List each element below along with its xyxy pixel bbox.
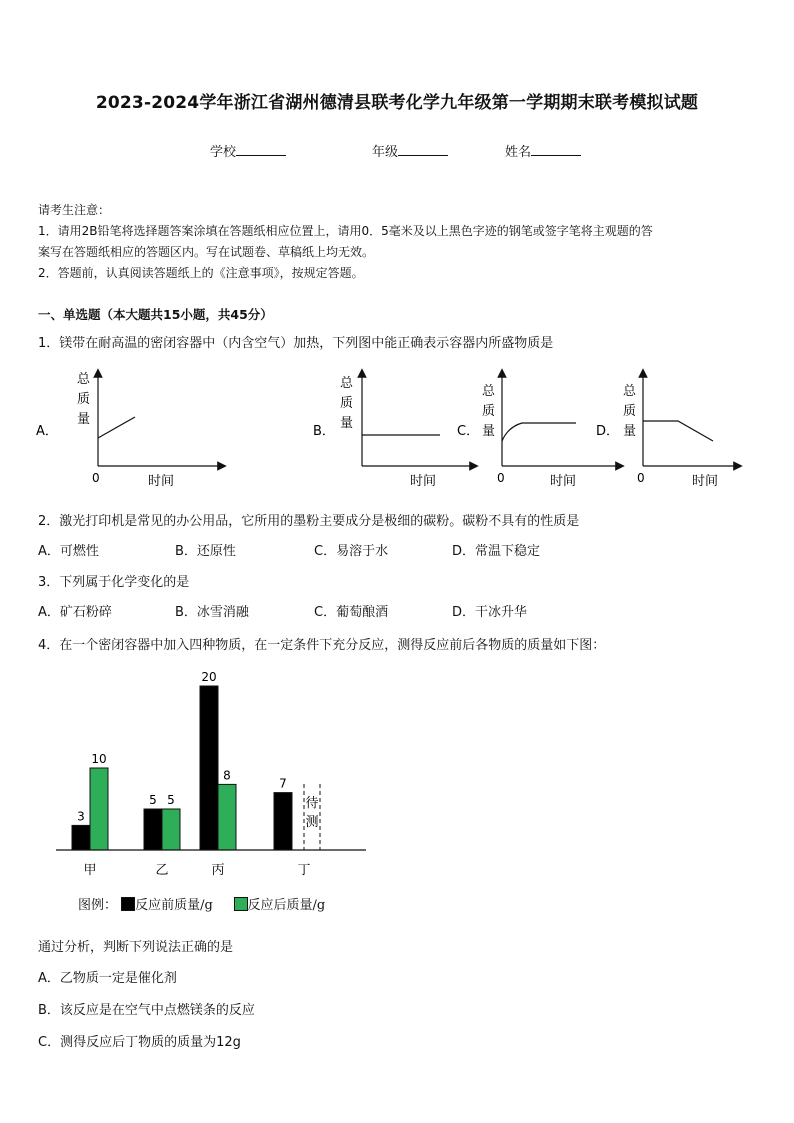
notice-item-1a: 1．请用2B铅笔将选择题答案涂填在答题纸相应位置上，请用0．5毫米及以上黑色字迹的钢笔或签字笔将主观题的答 [38,224,653,238]
grade-blank[interactable] [398,143,448,156]
q3-option-a[interactable]: A．矿石粉碎 [38,605,112,620]
q1-graph-d-letter: D． [596,424,620,439]
legend-prefix: 图例： [78,898,118,913]
q1-graph-a-curve [98,417,135,438]
q4-followup: 通过分析，判断下列说法正确的是 [38,940,234,955]
bar-label-after-1: 5 [167,793,175,807]
q1-graph-b-ylabel-0: 总 [340,376,354,391]
grade-field[interactable] [372,141,448,160]
q1-graph-c-ylabel-2: 量 [482,424,496,439]
bar-label-after-2: 8 [223,768,231,783]
q3-stem: 3．下列属于化学变化的是 [38,575,190,590]
q3-option-c[interactable]: C．葡萄酿酒 [314,605,389,620]
q1-graph-a [36,372,222,489]
bar-before-2 [200,686,218,850]
category-label-2: 丙 [211,863,225,878]
category-label-0: 甲 [83,863,97,878]
q1-graph-d-ylabel-1: 质 [623,404,637,419]
unknown-placeholder [304,784,320,850]
q2-stem: 2．激光打印机是常见的办公用品，它所用的墨粉主要成分是极细的碳粉。碳粉不具有的性质是 [38,514,580,529]
bar-after-2 [218,784,236,850]
q2-option-a[interactable]: A．可燃性 [38,544,99,559]
bar-label-before-1: 5 [149,793,157,807]
q4-stem: 4．在一个密闭容器中加入四种物质，在一定条件下充分反应，测得反应前后各物质的质量如下图： [38,638,606,653]
q2-option-b[interactable]: B．还原性 [175,544,236,559]
school-blank[interactable] [236,143,286,156]
q1-graphs [30,365,770,493]
q2-option-d[interactable]: D．常温下稳定 [452,544,541,559]
q1-graph-d-origin: 0 [637,471,645,485]
unknown-label-1: 测 [305,815,319,830]
q3-option-b[interactable]: B．冰雪消融 [175,605,249,620]
q1-graph-b-ylabel-2: 量 [340,416,354,431]
legend-label-after: 反应后质量/g [247,898,326,913]
q1-graph-c-curve [502,423,576,441]
legend-swatch-after [234,897,248,911]
q1-graph-a-ylabel-0: 总 [77,372,91,387]
q1-graph-d-ylabel-0: 总 [623,384,637,399]
q1-graph-a-ylabel-2: 量 [77,412,91,427]
q1-stem: 1．镁带在耐高温的密闭容器中（内含空气）加热，下列图中能正确表示容器内所盛物质是 [38,336,554,351]
q1-graph-c-letter: C． [457,424,480,439]
school-label: 学校 [210,145,237,160]
q1-graph-d-curve [643,421,713,441]
bars-layer [72,670,292,850]
category-label-1: 乙 [155,863,169,878]
q1-graph-a-ylabel-1: 质 [77,392,91,407]
legend-label-before: 反应前质量/g [135,898,213,913]
q4-bar-chart [50,664,380,884]
q1-graph-d-xlabel: 时间 [692,474,719,489]
q1-graph-c-ylabel-0: 总 [482,384,496,399]
grade-label: 年级 [372,145,399,160]
notice-item-1b: 案写在答题纸相应的答题区内。写在试题卷、草稿纸上均无效。 [38,245,375,259]
unknown-label-0: 待 [305,796,319,811]
q1-graph-b-ylabel-1: 质 [340,396,354,411]
name-field[interactable] [505,141,581,160]
bar-before-0 [72,825,90,850]
q1-graph-b-letter: B． [313,424,335,439]
q4-option-b[interactable]: B．该反应是在空气中点燃镁条的反应 [38,1003,255,1018]
q1-graph-d-ylabel-2: 量 [623,424,637,439]
q1-graph-b-xlabel: 时间 [410,474,437,489]
q1-graph-b [313,373,474,489]
notice-item-2: 2．答题前，认真阅读答题纸上的《注意事项》，按规定答题。 [38,266,364,280]
bar-label-before-2: 20 [201,670,217,684]
category-label-3: 丁 [297,863,311,878]
notice-heading: 请考生注意： [38,203,111,217]
bar-before-3 [274,793,292,850]
name-blank[interactable] [531,143,581,156]
bar-after-1 [162,809,180,850]
q4-option-a[interactable]: A．乙物质一定是催化剂 [38,971,177,986]
bar-label-before-3: 7 [279,776,287,791]
q1-graph-a-xlabel: 时间 [148,474,175,489]
bar-after-0 [90,768,108,850]
bar-label-before-0: 3 [77,809,85,824]
school-field[interactable] [210,141,286,160]
chart-legend [78,894,325,913]
bar-label-after-0: 10 [91,752,107,766]
q1-graph-a-letter: A． [36,424,58,439]
q1-graph-c-ylabel-1: 质 [482,404,496,419]
category-labels [83,863,310,878]
section-heading: 一、单选题（本大题共15小题，共45分） [38,307,273,322]
q1-graph-c-xlabel: 时间 [550,474,577,489]
bar-before-1 [144,809,162,850]
q1-graph-c-origin: 0 [497,471,505,485]
q1-graph-a-origin: 0 [92,471,100,485]
q2-option-c[interactable]: C．易溶于水 [314,544,389,559]
legend-swatch-before [121,897,135,911]
page-title: 2023-2024学年浙江省湖州德清县联考化学九年级第一学期期末联考模拟试题 [95,93,699,113]
q1-graph-d [596,373,738,489]
q4-option-c[interactable]: C．测得反应后丁物质的质量为12g [38,1035,241,1050]
name-label: 姓名 [505,145,532,160]
q3-option-d[interactable]: D．干冰升华 [452,605,528,620]
